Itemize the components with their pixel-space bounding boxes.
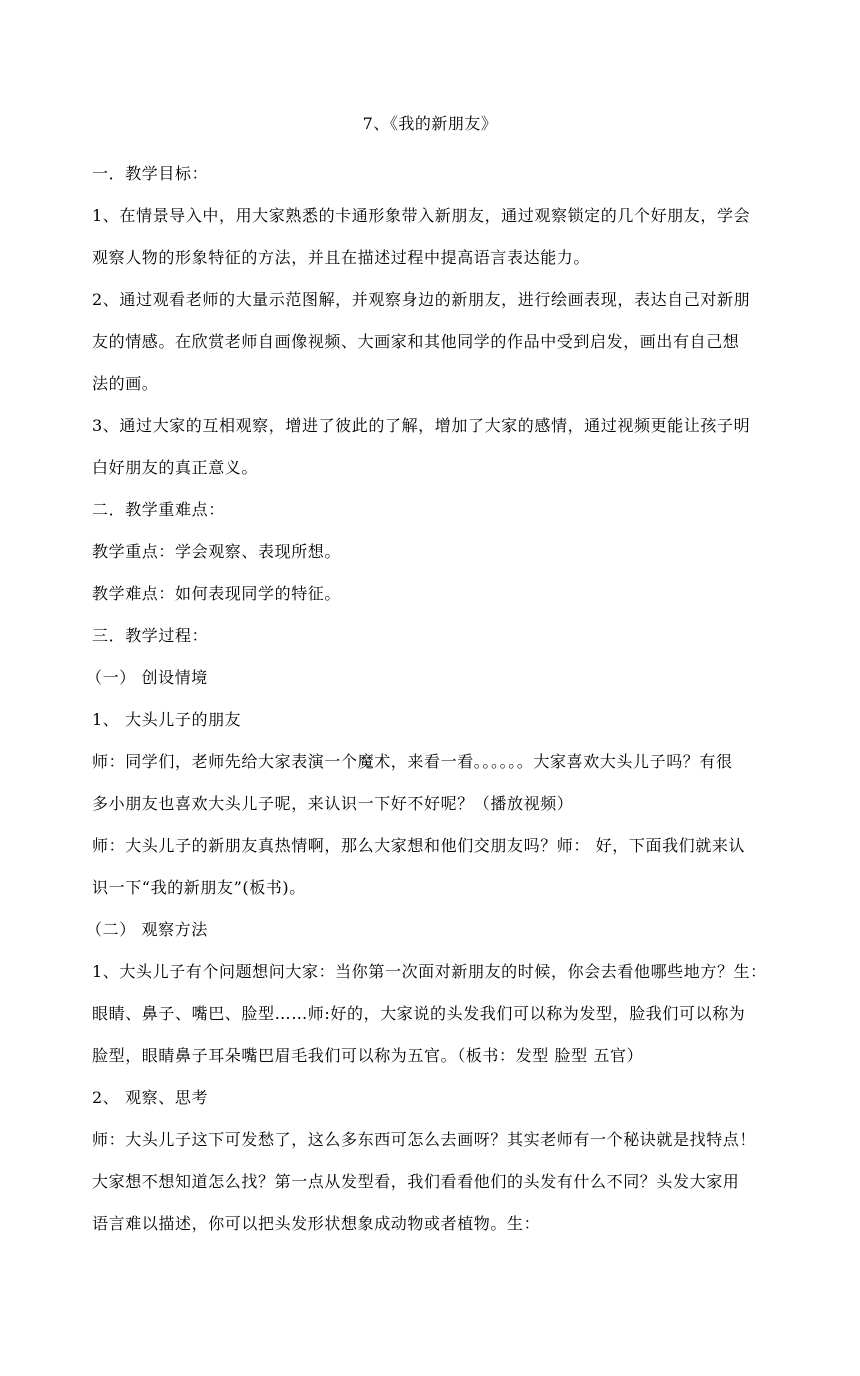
subsection-heading: （二） 观察方法 — [86, 920, 208, 939]
paragraph-line: 观察人物的形象特征的方法，并且在描述过程中提高语言表达能力。 — [92, 248, 591, 267]
paragraph-line: 师：大头儿子的新朋友真热情啊，那么大家想和他们交朋友吗？师： 好，下面我们就来认 — [92, 836, 746, 855]
paragraph-line: 友的情感。在欣赏老师自画像视频、大画家和其他同学的作品中受到启发，画出有自己想 — [92, 332, 740, 351]
paragraph-line: 师：大头儿子这下可发愁了，这么多东西可怎么去画呀？其实老师有一个秘诀就是找特点！ — [92, 1130, 757, 1149]
subsection-heading: （一） 创设情境 — [86, 668, 208, 687]
paragraph-line: 语言难以描述，你可以把头发形状想象成动物或者植物。生： — [92, 1214, 541, 1233]
paragraph-line: 白好朋友的真正意义。 — [92, 458, 259, 477]
paragraph-line: 大家想不想知道怎么找？第一点从发型看，我们看看他们的头发有什么不同？头发大家用 — [92, 1172, 740, 1191]
paragraph-line: 3、通过大家的互相观察，增进了彼此的了解，增加了大家的感情，通过视频更能让孩子明 — [92, 416, 751, 435]
paragraph-line: 多小朋友也喜欢大头儿子呢，来认识一下好不好呢？（播放视频） — [92, 794, 574, 813]
paragraph-line: 脸型，眼睛鼻子耳朵嘴巴眉毛我们可以称为五官。（板书：发型 脸型 五官） — [92, 1046, 644, 1065]
section-heading-process: 三．教学过程： — [92, 626, 209, 645]
paragraph-line: 1、 大头儿子的朋友 — [92, 710, 242, 729]
paragraph-line: 2、通过观看老师的大量示范图解，并观察身边的新朋友，进行绘画表现，表达自己对新朋 — [92, 290, 751, 309]
section-heading-key-points: 二．教学重难点： — [92, 500, 225, 519]
document-title: 7、《我的新朋友》 — [362, 114, 498, 133]
paragraph-line: 教学重点：学会观察、表现所想。 — [92, 542, 342, 561]
paragraph-line: 教学难点：如何表现同学的特征。 — [92, 584, 342, 603]
paragraph-line: 1、大头儿子有个问题想问大家：当你第一次面对新朋友的时候，你会去看他哪些地方？生： — [92, 962, 767, 981]
paragraph-line: 2、 观察、思考 — [92, 1088, 209, 1107]
paragraph-line: 法的画。 — [92, 374, 159, 393]
paragraph-line: 眼睛、鼻子、嘴巴、脸型……师:好的，大家说的头发我们可以称为发型，脸我们可以称为 — [92, 1004, 746, 1023]
paragraph-line: 1、在情景导入中，用大家熟悉的卡通形象带入新朋友，通过观察锁定的几个好朋友，学会 — [92, 206, 751, 225]
paragraph-line: 识一下“我的新朋友”(板书)。 — [92, 878, 306, 897]
document-body — [86, 153, 770, 1245]
paragraph-line: 师：同学们，老师先给大家表演一个魔术，来看一看。。。。。。大家喜欢大头儿子吗？有很 — [92, 752, 733, 771]
section-heading-objectives: 一．教学目标： — [92, 164, 209, 183]
